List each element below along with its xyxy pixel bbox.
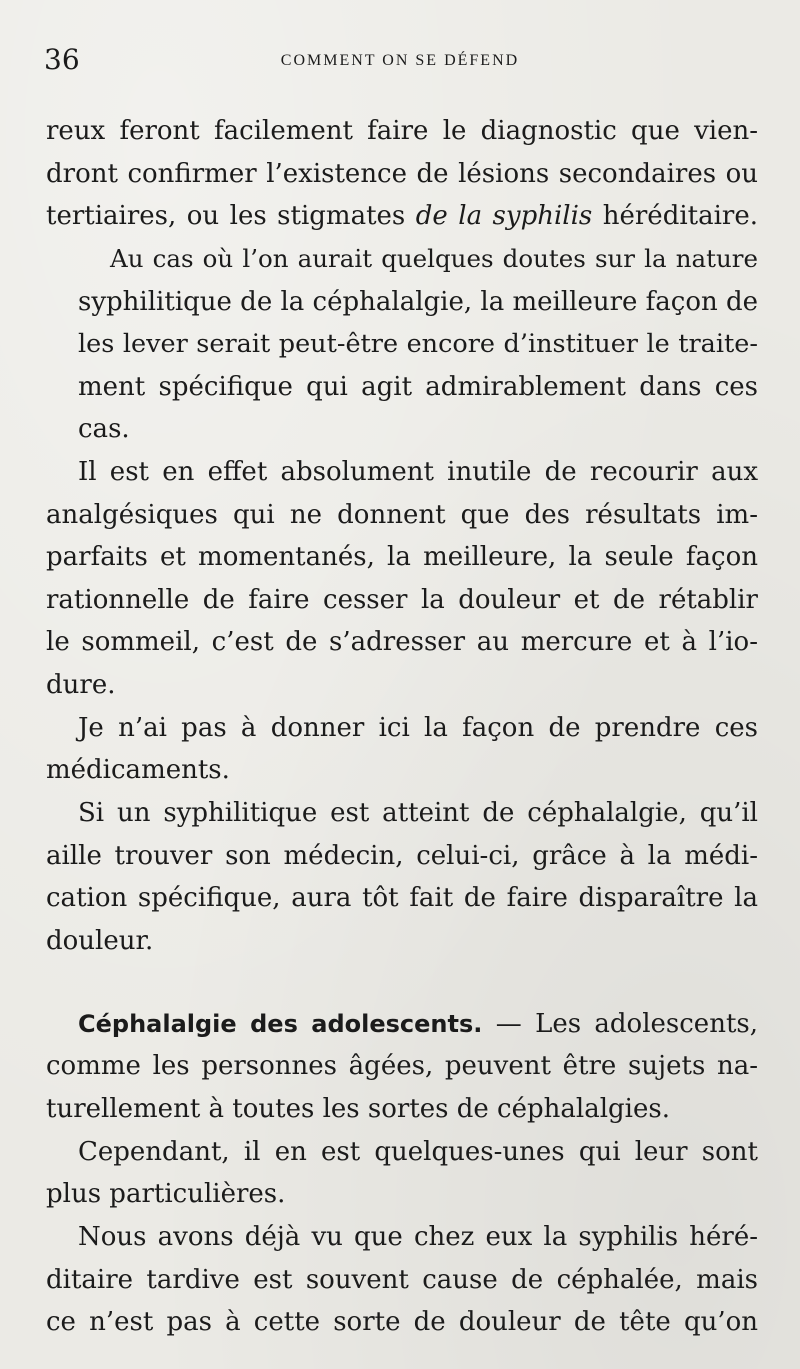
text-line: douleur. (46, 925, 154, 956)
text-line: dure. (46, 669, 116, 700)
text-line: dront confirmer l’existence de lésions secondaires ou (46, 158, 758, 189)
text-line: comme les personnes âgées, peuvent être sujets na- (46, 1051, 758, 1081)
text-line: turellement à toutes les sortes de céphalalgies. (46, 1093, 670, 1124)
text-line: Cependant, il en est quelques-unes qui leur sont (78, 1136, 758, 1167)
text-line: Nous avons déjà vu que chez eux la syphilis héré- (78, 1222, 758, 1252)
text-line: Si un syphilitique est atteint de céphalalgie, qu’il (78, 798, 758, 828)
text-line: le sommeil, c’est de s’adresser au mercure et à l’io- (46, 627, 758, 657)
paragraph (46, 707, 758, 792)
text-line: rationnelle de faire cesser la douleur et de rétablir (46, 584, 758, 615)
text-line: Je n’ai pas à donner ici la façon de prendre ces (78, 712, 758, 743)
text-segment: tertiaires, ou les stigmates (46, 201, 416, 231)
text-line: les lever serait peut-être encore d’instituer le traite- (78, 329, 758, 359)
running-title: COMMENT ON SE DÉFEND (280, 52, 520, 69)
text-line: cation spécifique, aura tôt fait de faire disparaître la (46, 883, 758, 913)
running-head (44, 42, 756, 82)
section-heading: Céphalalgie des adolescents. (78, 1009, 483, 1038)
text-line: reux feront facilement faire le diagnostic que vien- (46, 116, 758, 146)
paragraph (46, 1131, 758, 1216)
text-line: médicaments. (46, 755, 230, 785)
text-line: Au cas où l’on aurait quelques doutes sur la nature (110, 244, 758, 273)
paragraph (46, 1216, 758, 1344)
paragraph (46, 792, 758, 962)
text-line: ment spécifique qui agit admirablement dans ces (78, 371, 758, 402)
text-line (46, 195, 758, 238)
body-text (46, 110, 758, 1344)
text-line: ce n’est pas à cette sorte de douleur de tête qu’on (46, 1307, 758, 1337)
section-spacer (46, 963, 758, 1003)
text-line: aille trouver son médecin, celui-ci, grâce à la médi- (46, 840, 758, 871)
italic-phrase: de la syphilis (415, 201, 593, 231)
paragraph (46, 110, 758, 238)
text-line: parfaits et momentanés, la meilleure, la seule façon (46, 542, 758, 572)
page-number: 36 (44, 43, 80, 76)
text-segment: — Les adolescents, (482, 1008, 758, 1039)
text-line: cas. (78, 414, 130, 444)
paragraph (46, 238, 758, 451)
text-line (46, 1003, 758, 1046)
paragraph (46, 451, 758, 706)
text-line: ditaire tardive est souvent cause de céphalée, mais (46, 1264, 758, 1295)
section-paragraph (46, 1003, 758, 1131)
text-line: Il est en effet absolument inutile de recourir aux (78, 457, 758, 487)
text-line: syphilitique de la céphalalgie, la meilleure façon de (78, 286, 759, 317)
text-line: analgésiques qui ne donnent que des résultats im- (46, 499, 758, 530)
text-line: plus particulières. (46, 1179, 286, 1209)
text-segment: héréditaire. (592, 201, 758, 231)
